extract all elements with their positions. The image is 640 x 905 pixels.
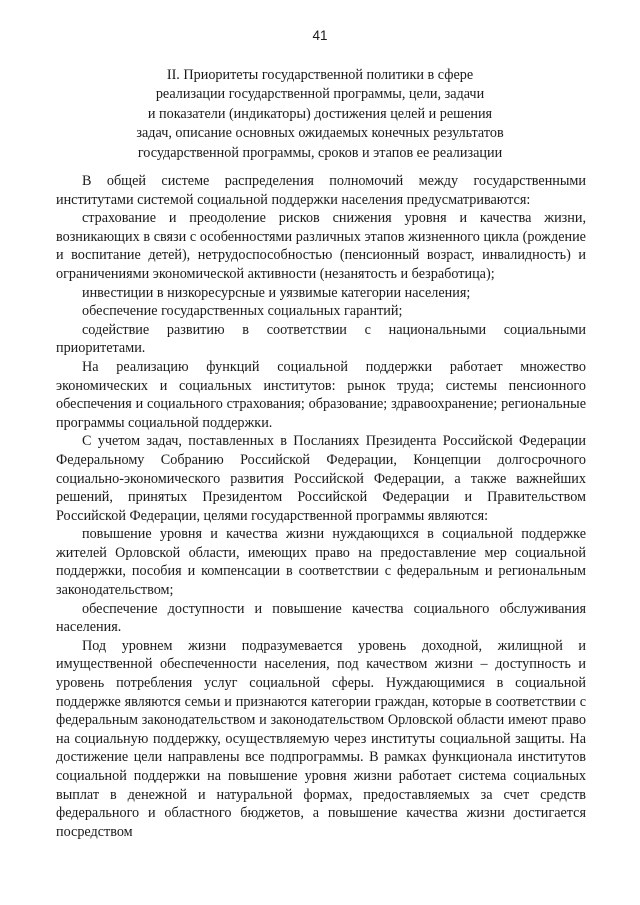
heading-line: реализации государственной программы, цели, задачи — [155, 86, 485, 103]
heading-line: II. Приоритеты государственной политики в сфере — [166, 67, 474, 83]
heading-line: и показатели (индикаторы) достижения целей и решения — [147, 105, 493, 122]
body-text — [56, 172, 586, 841]
list-item: страхование и преодоление рисков снижения уровня и качества жизни, возникающих в связи с особенностями различных этапов жизненного цикла (рождение и воспитание детей), нетрудоспособностью (пенсионный возраст, инвалидность) и ограничениями экономической активности (незанятость и безработица); — [56, 210, 586, 282]
heading-line: задач, описание основных ожидаемых конечных результатов — [136, 125, 504, 142]
section-heading — [60, 66, 580, 163]
list-item: обеспечение доступности и повышение качества социального обслуживания населения. — [56, 600, 586, 636]
list-item: инвестиции в низкоресурсные и уязвимые категории населения; — [82, 284, 471, 301]
paragraph: В общей системе распределения полномочий между государственными институтами системой социальной поддержки населения предусматриваются: — [56, 173, 586, 208]
list-item: повышение уровня и качества жизни нуждающихся в социальной поддержке жителей Орловской области, имеющих право на предоставление мер социальной поддержки, пособия и компенсации в соответствии с федеральным и региональным законодательством; — [56, 526, 586, 599]
list-item: обеспечение государственных социальных гарантий; — [82, 303, 403, 320]
paragraph: Под уровнем жизни подразумевается уровень доходной, жилищной и имущественной обеспеченности населения, под качеством жизни – доступность и уровень потребления услуг социальной сферы. Нуждающимися в социальной поддержке являются семьи и признаются категории граждан, которые в соответствии с федеральным законодательством и законодательством Орловской области имеют право на социальную поддержку, осуществляемую через институты социальной защиты. На достижение цели направлены все подпрограммы. В рамках функционала институтов социальной поддержки на повышение уровня жизни работает система социальных выплат в денежной и натуральной формах, предоставляемых за счет средств федерального и областного бюджетов, а повышение качества жизни достигается посредством — [56, 637, 586, 840]
heading-line: государственной программы, сроков и этапов ее реализации — [137, 144, 503, 161]
paragraph: На реализацию функций социальной поддержки работает множество экономических и социальных институтов: рынок труда; системы пенсионного обеспечения и социального страхования; образование; здравоохранение; региональные программы социальной поддержки. — [56, 358, 586, 431]
list-item: содействие развитию в соответствии с национальными социальными приоритетами. — [56, 321, 586, 357]
page-number: 41 — [312, 28, 328, 43]
paragraph: С учетом задач, поставленных в Посланиях Президента Российской Федерации Федеральному Собранию Российской Федерации, Концепции долгосрочного социально-экономического развития Российской Федерации, а также важнейших решений, принятых Президентом Российской Федерации и Правительством Российской Федерации, целями государственной программы являются: — [56, 433, 586, 524]
